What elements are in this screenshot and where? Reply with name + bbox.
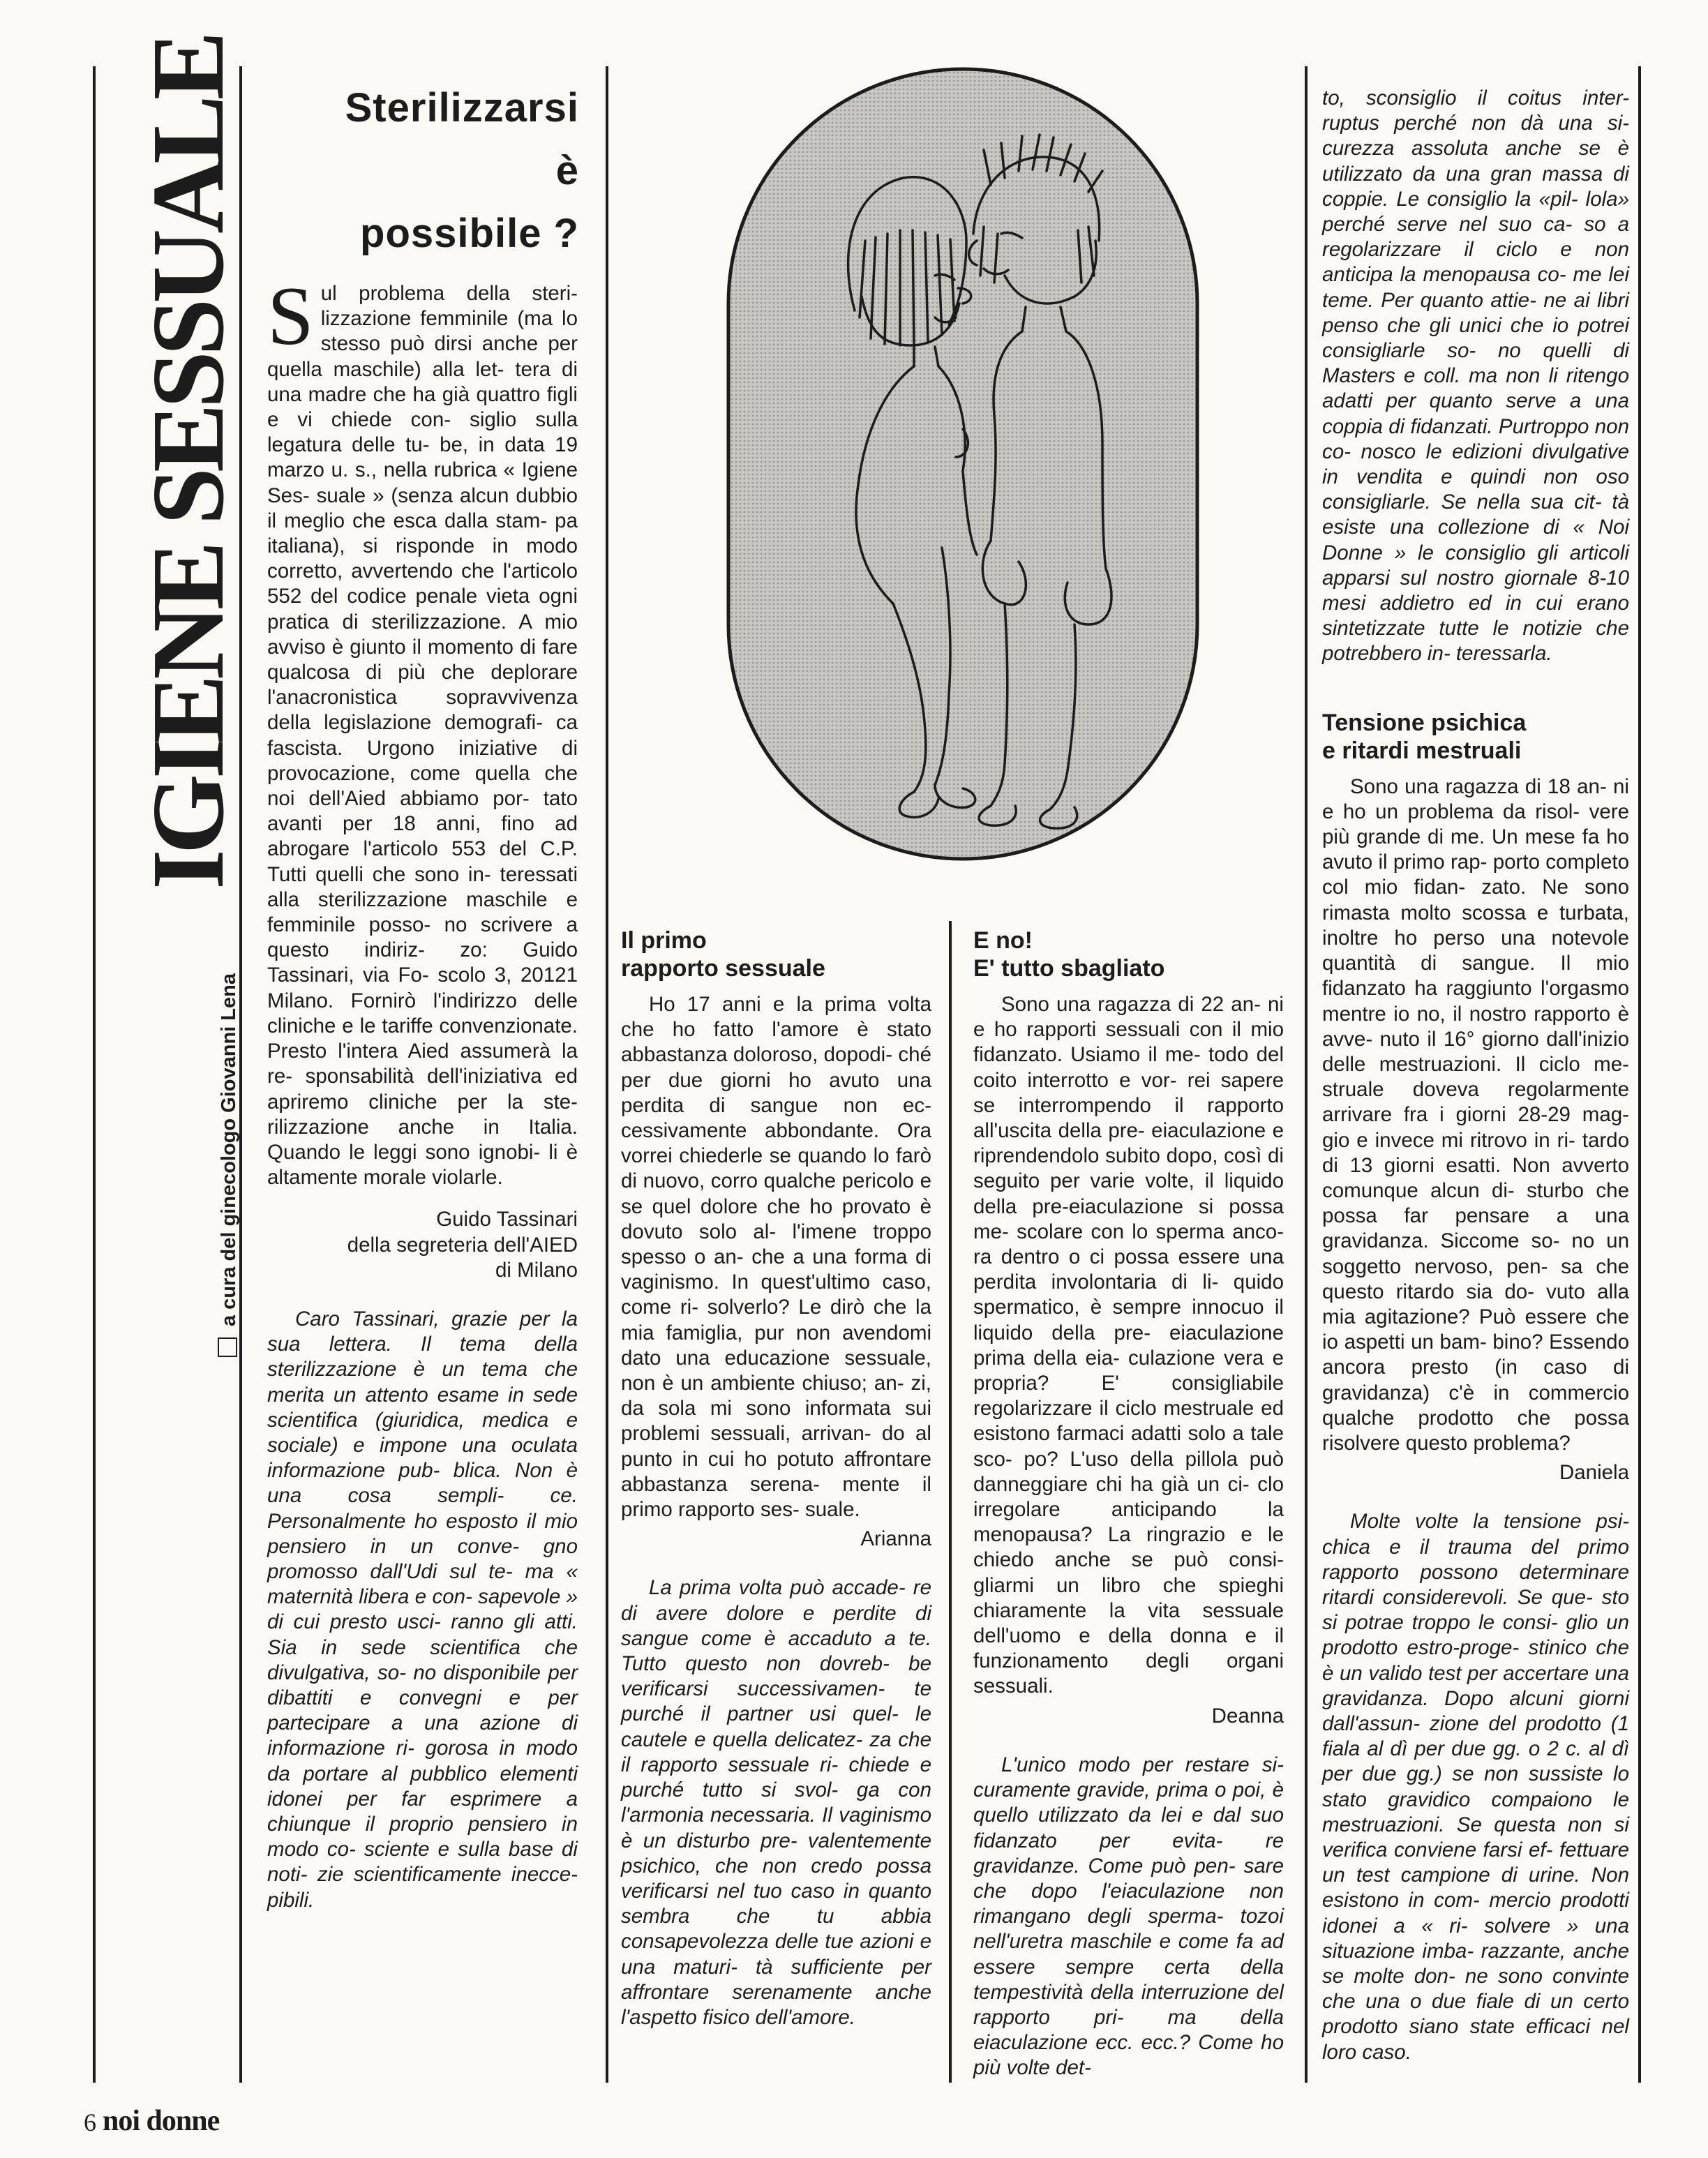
article4-title [1322, 709, 1629, 765]
author-line [215, 911, 243, 1357]
article4-title-line1: Tensione psichica [1322, 709, 1527, 736]
article4-signature: Daniela [1559, 1461, 1629, 1485]
article1-title-line1: Sterilizzarsi [345, 85, 579, 130]
article2-column [621, 927, 931, 2030]
page-number: 6 [84, 2108, 96, 2136]
article3-signature: Deanna [1211, 1704, 1284, 1728]
rule-col3 [1305, 66, 1308, 2083]
section-title: IGIENE SESSUALE [131, 36, 246, 890]
article3-title [973, 927, 1284, 982]
article2-title-line1: Il primo [621, 927, 707, 954]
article2-title [621, 927, 931, 982]
article2-body: Ho 17 anni e la prima volta che ho fatto l'amore è stato abbastanza doloroso, dopodi- ché per due giorni ho avuto una perdita di sangue non ec- cessivamente abbondante. Ora vorrei chiederle se quando lo farò di nuovo, corro qualche pericolo e se quel dolore che ho provato è dovuto solo al- l'imene troppo spesso o an- che a una forma di vaginismo. In quest'ultimo caso, come ri- solverlo? Le dirò che la mia famiglia, pur non avendomi dato una educazione sessuale, non è un ambiente chiuso; an- zi, da sola mi sono informata sui problemi sessuali, arrivan- do al punto in cui ho potuto affrontare abbastanza serena- mente il primo rapporto ses- suale. [621, 993, 931, 1522]
article1-title-line3: possibile ? [360, 211, 579, 256]
article1-title [258, 77, 579, 265]
author-text: a cura del ginecologo Giovanni Lena [218, 973, 240, 1326]
article1-signature-name: Guido Tassinari [436, 1208, 578, 1231]
article3-title-line2: E' tutto sbagliato [973, 955, 1165, 982]
couple-illustration [726, 66, 1200, 862]
rule-col1 [606, 66, 608, 2083]
article3-reply: L'unico modo per restare si- curamente gravide, prima o poi, è quello utilizzato da lei e dal suo fidanzato per evita- re gravidanze. Come può pen- sare che dopo l'eiaculazione non rimangano degli sperma- tozoi nell'uretra maschile e come fa ad essere sempre certa della tempestività della interruzione del rapporto pri- ma della eiaculazione ecc. ecc.? Come ho più volte det- [973, 1753, 1284, 2080]
article1-body-text: ul problema della steri- lizzazione femminile (ma lo stesso può dirsi anche per quella maschile) alla let- tera di una madre che ha già quattro figli e vi chiede con- siglio sulla legatura delle tu- be, in data 19 marzo u. s., nella rubrica « Igiene Ses- suale » (senza alcun dubbio il meglio che esca dalla stam- pa italiana), si risponde in modo corretto, avvertendo che l'articolo 552 del codice penale vieta ogni pratica di sterilizzazione. A mio avviso è giunto il momento di fare qualcosa di più che deplorare l'anacronistica sopravvivenza della legislazione demografi- ca fascista. Urgono iniziative di provocazione, come quella che noi dell'Aied abbiamo por- tato avanti per 18 anni, fino ad abrogare l'articolo 553 del C.P. Tutti quelli che sono in- teressati alla sterilizzazione maschile e femminile posso- no scrivere a questo indiriz- zo: Guido Tassinari, via Fo- scolo 3, 20121 Milano. Fornirò l'indirizzo delle cliniche e le tariffe convenzionate. Presto l'intera Aied assumerà la re- sponsabilità dell'iniziativa ed apriremo cliniche per la ste- rilizzazione anche in Italia. Quando le leggi sono ignobi- li è altamente morale violarle. [267, 282, 578, 1190]
article2-reply: La prima volta può accade- re di avere dolore e perdite di sangue come è accaduto a te. Tutto questo non dovreb- be verificarsi successivamen- te purché il partner usi quel- le cautele e quella delicatez- za che il rapporto sessuale ri- chiede e purché tutto si svol- ga con l'armonia necessaria. Il vaginismo è un disturbo pre- valentemente psichico, che non credo possa verificarsi nel tuo caso in quanto sembra che tu abbia consapevolezza delle tue azioni e una maturi- tà sufficiente per affrontare serenamente anche l'aspetto fisico dell'amore. [621, 1576, 931, 2029]
article1-column [267, 269, 578, 1913]
article1-signature-place: di Milano [495, 1258, 578, 1282]
magazine-name: noi donne [103, 2105, 220, 2137]
article2-signature: Arianna [860, 1527, 931, 1551]
rule-left-edge [93, 66, 96, 2083]
rule-right-edge [1638, 66, 1641, 2083]
article4-title-line2: e ritardi mestruali [1322, 737, 1522, 764]
right-column [1322, 86, 1629, 2065]
article4-body: Sono una ragazza di 18 an- ni e ho un problema da risol- vere più grande di me. Un mese fa ho avuto il primo rap- porto completo col mio fidan- zato. Ne sono rimasta molto scossa e turbata, inoltre ho perso una notevole quantità di sangue. Il mio fidanzato ha raggiunto l'orgasmo mentre io no, il nostro rapporto è avve- nuto il 16° giorno dall'inizio delle mestruazioni. Il ciclo me- struale doveva regolarmente arrivare fra i giorni 28-29 mag- gio e invece mi ritrovo in ri- tardo di 13 giorni esatti. Non avverto comunque alcun di- sturbo che possa far pensare a una gravidanza. Siccome so- no un soggetto nervoso, pen- sa che questo ritardo sia do- vuto alla mia agitazione? Può essere che io aspetti un bam- bino? Essendo ancora presto (in caso di gravidanza) c'è in commercio qualche prodotto che possa risolvere questo problema? [1322, 774, 1629, 1455]
article2-title-line2: rapporto sessuale [621, 955, 825, 982]
article3-reply-continued: to, sconsiglio il coitus inter- ruptus perché non dà una si- curezza assoluta anche se è utilizzato da una gran massa di coppie. Le consiglio la «pil- lola» perché serve nel suo ca- so a regolarizzare il ciclo e non anticipa la menopausa co- me lei teme. Per quanto attie- ne ai libri penso che gli unici che io potrei consigliarle so- no quelli di Masters e coll. ma non li ritengo adatti per quanto serve a una coppia di fidanzati. Purtroppo non co- nosco le edizioni divulgative in vendita e quindi non oso consigliarle. Se nella sua cit- tà esiste una collezione di « Noi Donne » le consiglio gli articoli apparsi sul nostro giornale 8-10 mesi addietro ed in cui erano sintetizzate tutte le notizie che potrebbero in- teressarla. [1322, 87, 1629, 666]
article1-reply: Caro Tassinari, grazie per la sua lettera. Il tema della sterilizzazione è un tema che merita un attento esame in sede scientifica (giuridica, medica e sociale) e impone una oculata informazione pub- blica. Non è una cosa sempli- ce. Personalmente ho esposto il mio pensiero in un conve- gno promosso dall'Udi sul te- ma « maternità libera e con- sapevole » di cui presto usci- ranno gli atti. Sia in sede scientifica che divulgativa, so- no disponibile per dibattiti e convegni e per partecipare a una azione di informazione ri- gorosa in modo da portare al pubblico elementi idonei per far esprimere a chiunque il proprio pensiero in modo co- sciente e sulla base di noti- zie scientificamente inecce- pibili. [267, 1307, 578, 1912]
article1-body [267, 269, 578, 1190]
article1-dropcap: S [267, 269, 314, 362]
article3-body: Sono una ragazza di 22 an- ni e ho rapporti sessuali con il mio fidanzato. Usiamo il me- todo del coito interrotto e vor- rei sapere se interrompendo il rapporto all'uscita della pre- eiaculazione e riprendendolo subito dopo, così di seguito per varie volte, il liquido della pre-eiaculazione si possa me- scolare con lo sperma anco- ra dentro o ci possa essere una perdita involontaria di li- quido spermatico, è sempre innocuo il liquido della pre- eiaculazione prima della eia- culazione vera e propria? E' consigliabile regolarizzare il ciclo mestruale ed esistono farmaci adatti solo a tale sco- po? L'uso della pillola può danneggiare chi ha già un ci- clo irregolare anticipando la menopausa? La ringrazio e le chiedo anche se può consi- gliarmi un libro che spieghi chiaramente la vita sessuale dell'uomo e della donna e il funzionamento degli organi sessuali. [973, 993, 1284, 1698]
article1-title-line2: è [555, 148, 579, 193]
article1-signature-role: della segreteria dell'AIED [347, 1233, 578, 1257]
checkbox-icon [218, 1337, 237, 1357]
article4-reply: Molte volte la tensione psi- chica e il trauma del primo rapporto possono determinare ritardi considerevoli. Se que- sto si potrae troppo le consi- glio un prodotto estro-proge- stinico che è un valido test per accertare una gravidanza. Dopo alcuni giorni dall'assun- zione del prodotto (1 fiala al dì per due gg. o 2 c. al dì per due gg.) se non sussiste lo stato gravidico compaiono le mestruazioni. Se questa non si verifica conviene farsi ef- fettuare un test campione di urine. Non esistono in com- mercio prodotti idonei a « ri- solvere » una situazione imba- razzante, anche se molte don- ne sono convinte che una o due fiale di un certo prodotto siano state efficaci nel loro caso. [1322, 1510, 1629, 2064]
article3-title-line1: E no! [973, 927, 1033, 954]
rule-col2 [949, 921, 952, 2083]
article3-column [973, 927, 1284, 2081]
